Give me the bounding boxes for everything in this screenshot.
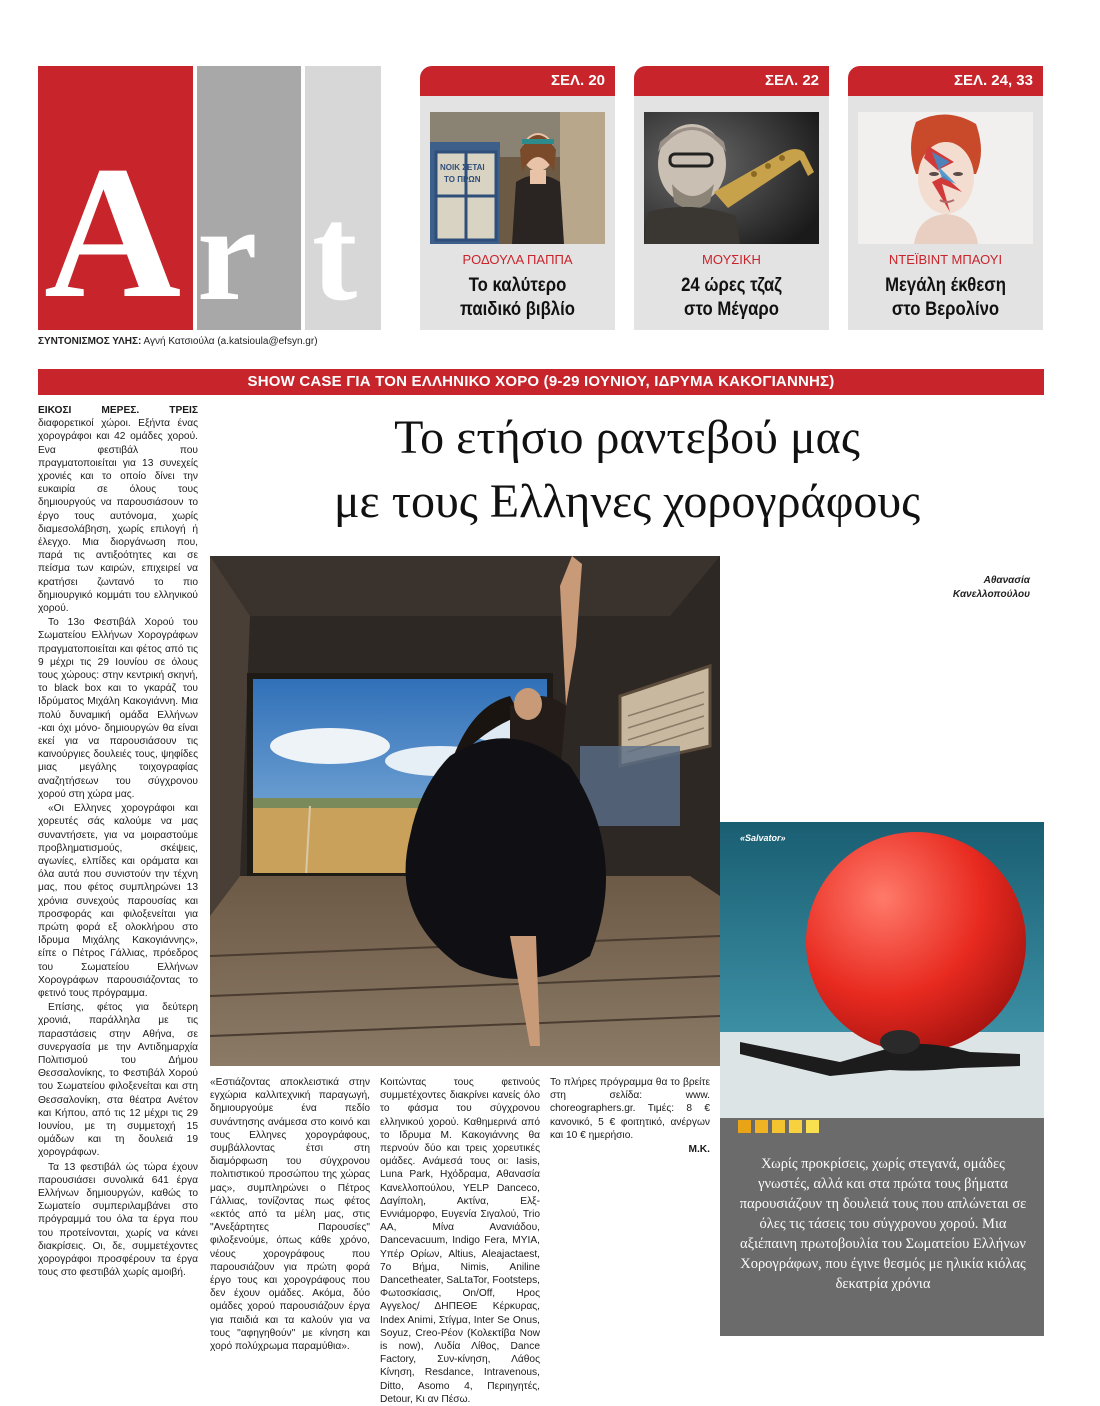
teaser-page-number: ΣΕΛ. 24, 33 xyxy=(953,72,1033,89)
teaser-david-bowie[interactable] xyxy=(848,66,1043,330)
teaser-title[interactable] xyxy=(860,274,1032,322)
headline-line1: Το ετήσιο ραντεβού μας xyxy=(394,411,860,464)
teaser-title-line1: Το καλύτερο xyxy=(468,275,567,296)
inset-photo-caption: Χωρίς προκρίσεις, χωρίς στεγανά, ομάδες γνωστές, αλλά και στα πρώτα τους βήματα παρουσιάζουν τη δουλειά τους που απλώνεται σε όλες τις τάσεις του σύγχρονου χορού. Μια αξιέπαινη πρωτοβουλία του Σωματείου Ελλήνων Χορογράφων, που έγινε θεσμός με ηλικία κιόλας δεκατρία χρόνια xyxy=(739,1156,1027,1292)
article-paragraph-5: Τα 13 φεστιβάλ ώς τώρα έχουν παρουσιάσει συνολικά 641 έργα Ελλήνων δημιουργών, καθώς το Σωματείο συμπεριλαμβάνει στο πρόγραμμά του όλα τα έργα που του προτείνονται, χωρίς να κάνει διακρίσεις. Οι, δε, συμμετέχοντες χορογράφοι προσφέρουν τα έργα τους στο φεστιβάλ χωρίς αμοιβή. xyxy=(38,1161,198,1279)
article-column-3 xyxy=(380,1076,540,1405)
teaser-photo-saxophonist xyxy=(644,112,819,244)
teaser-title[interactable] xyxy=(646,274,818,322)
main-photo-dancer xyxy=(210,556,720,1066)
teaser-sign-text-1: ΝΟΙΚ ΣΕΤΑΙ xyxy=(440,163,485,172)
square-5 xyxy=(806,1120,819,1133)
square-1 xyxy=(738,1120,751,1133)
teaser-page-number: ΣΕΛ. 20 xyxy=(550,72,605,89)
article-paragraph-8: Το πλήρες πρόγραμμα θα το βρείτε στη σελίδα: www. choreographers.gr. Τιμές: 8 € κανονικό, 5 € φοιτητικό, ανέργων και 10 € ημερήσιο. xyxy=(550,1077,710,1141)
article-headline xyxy=(210,406,1044,534)
logo-letter-t: t xyxy=(312,179,358,329)
article-paragraph-2: Το 13ο Φεστιβάλ Χορού του Σωματείου Ελλήνων Χορογράφων πραγματοποιείται και φέτος από τις 9 μέχρι τις 29 Ιουνίου σε όλους τους χώρους: στην κεντρική σκηνή, το black box και το γκαράζ του Ιδρύματος Μιχάλη Κακογιάννη. Μια πολύ δυναμική ομάδα Ελλήνων -και όχι μόνο- δημιουργών θα είναι εκεί για να παρουσιάσουν τις καινούργιες δουλειές τους, ψηφίδες μιας μεγάλης τοιχογραφίας αναζητήσεων του σύγχρονου χορού στη χώρα μας. xyxy=(38,617,198,800)
teaser-title-line2: στο Μέγαρο xyxy=(684,299,779,320)
article-column-1 xyxy=(38,404,198,1336)
square-3 xyxy=(772,1120,785,1133)
article-column-2 xyxy=(210,1076,370,1353)
teaser-photo-bowie xyxy=(858,112,1033,244)
article-paragraph-7: Κοιτώντας τους φετινούς συμμετέχοντες διακρίνει κανείς όλο το φάσμα του σύγχρονου ελληνικού χορού. Καθημερινά από το Ιδρυμα Μ. Κακογιάννης θα περνούν δύο και τρεις χορευτικές ομάδες. Ανάμεσά τους οι: Iasis, Luna Park, Ηχόδραμα, Αθανασία Κανελλοπούλου, YELP Danceco, Δαγίπολη, Ακτίνα, Ελξ- Εννιάμορφο, Ευγενία Σιγαλού, Trio AA, Μίνα Ανανιάδου, Dancevacuum, Indigo Fera, ΜΥΙΑ, Υπέρ Ορίων, Altius, Aleajactaest, 7ο Βήμα, Nimis, Aniline Dancetheater, SaLtaTor, Footsteps, Φωτοσκίασις, On/Off, Ηρος Αγγελος/ ΔΗΠΕΘΕ Κέρκυρας, Index Animi, Στίγμα, Inter Se Onus, Soyuz, Creo-Ρέον (Κολεκτίβα Now is now), Λυδία Λίθος, Dance Factory, Συν-κίνηση, Λάθος Κίνηση, Resdance, Intravenous, Ditto, Asomo 4, Περιηγητές, Detour, Κι αν Πέσω. xyxy=(380,1077,540,1405)
editor-credit xyxy=(38,336,318,347)
logo-letter-a: A xyxy=(44,128,182,338)
inset-photo-salvator xyxy=(720,822,1044,1118)
teaser-header xyxy=(634,66,829,96)
square-2 xyxy=(755,1120,768,1133)
main-photo-credit xyxy=(900,574,1030,602)
teaser-kicker: ΝΤΕΪΒΙΝΤ ΜΠΑΟΥΙ xyxy=(888,252,1003,267)
teaser-title[interactable] xyxy=(432,274,604,322)
credit-label: ΣΥΝΤΟΝΙΣΜΟΣ ΥΛΗΣ: xyxy=(38,336,142,347)
paragraph-1-text: διαφορετικοί χώροι. Εξήντα ένας χορογράφοι και 42 ομάδες χορού. Ενα φεστιβάλ που πραγματοποιείται για 13 συνεχείς χρονιές και το οποίο δίνει την ευκαιρία σε όλους τους δημιουργούς να παρουσιάσουν το έργο τους αυτόνομα, χωρίς διαμεσολάβηση, χωρίς επιλογή ή έλεγχο. Μια διοργάνωση που, παρά τις αντιξοότητες και σε πείσμα των καιρών, επιχειρεί να κρατήσει ζωντανό το πιο δημιουργικό κομμάτι του ελληνικού χορού. xyxy=(38,418,198,615)
teaser-title-line2: στο Βερολίνο xyxy=(891,299,1000,320)
article-paragraph-3: «Οι Ελληνες χορογράφοι και χορευτές σάς καλούμε να μας συναντήσετε, για να μοιραστούμε προβληματισμούς, σκέψεις, αγωνίες, ελπίδες και οράματα και όλα αυτά που συνιστούν την τέχνη μας, που φέτος συμπληρώνει 13 χρόνια συνεχούς παρουσίας και προσφοράς και φιλοξενείται για πρώτη φορά εξ ολοκλήρου στο Ιδρυμα Μιχάλης Κακογιάννης», είπε ο Πέτρος Γάλλιας, πρόεδρος του Σωματείου Ελλήνων Χορογράφων παρουσιάζοντας το φετινό τους πρόγραμμα. xyxy=(38,803,198,999)
photo-credit-line1: Αθανασία xyxy=(983,575,1030,586)
photo-credit-line2: Κανελλοπούλου xyxy=(952,589,1030,600)
teaser-rodoula-pappa[interactable] xyxy=(420,66,615,330)
teaser-title-line1: Μεγάλη έκθεση xyxy=(885,275,1006,296)
teaser-sign-text-2: ΤΟ ΠΡΩΝ xyxy=(444,175,481,184)
square-4 xyxy=(789,1120,802,1133)
teaser-photo-woman xyxy=(430,112,605,244)
inset-photo-label: «Salvator» xyxy=(740,833,786,843)
section-bar: SHOW CASE ΓΙΑ ΤΟΝ ΕΛΛΗΝΙΚΟ ΧΟΡΟ (9-29 ΙΟΥΝΙΟΥ, ΙΔΡΥΜΑ ΚΑΚΟΓΙΑΝΝΗΣ) xyxy=(38,369,1044,395)
teaser-music[interactable] xyxy=(634,66,829,330)
credit-value[interactable]: Αγνή Κατσιούλα (a.katsioula@efsyn.gr) xyxy=(143,336,318,347)
teaser-kicker: ΜΟΥΣΙΚΗ xyxy=(702,252,761,267)
decorative-squares xyxy=(738,1120,819,1133)
article-signature: Μ.Κ. xyxy=(688,1144,710,1156)
teaser-title-line1: 24 ώρες τζαζ xyxy=(681,275,782,296)
lead-caps: ΕΙΚΟΣΙ ΜΕΡΕΣ. ΤΡΕΙΣ xyxy=(38,405,198,416)
article-column-4 xyxy=(550,1076,710,1336)
logo-letter-r: r xyxy=(197,179,258,329)
article-paragraph-4: Επίσης, φέτος για δεύτερη χρονιά, παράλληλα με τις παραστάσεις στην Αθήνα, σε συνεργασία με την Αντιδημαρχία Πολιτισμού του Δήμου Θεσσαλονίκης, το Φεστιβάλ Χορού του Σωματείου φιλοξενείται και στη Θεσσαλονίκη, στα θέατρα Ανέτον και Κήπου, από τις 12 μέχρι τις 29 Ιουνίου, με τη συμμετοχή 15 ομάδων και τη δουλειά 19 χορογράφων. xyxy=(38,1002,198,1159)
teaser-title-line2: παιδικό βιβλίο xyxy=(460,299,575,320)
teaser-kicker: ΡΟΔΟΥΛΑ ΠΑΠΠΑ xyxy=(462,252,573,267)
headline-line2: με τους Ελληνες χορογράφους xyxy=(333,475,921,528)
teaser-header xyxy=(848,66,1043,96)
teaser-header xyxy=(420,66,615,96)
article-paragraph-1 xyxy=(38,404,198,615)
article-paragraph-6: «Εστιάζοντας αποκλειστικά στην εγχώρια καλλιτεχνική παραγωγή, δημιουργούμε ένα πεδίο συνάντησης ανάμεσα στο κοινό και τους Ελληνες χορογράφους, συμβάλλοντας έτσι στη διαμόρφωση του σύγχρονου πολιτιστικού προσώπου της χώρας μας», συμπληρώνει ο Πέτρος Γάλλιας, τονίζοντας πως φέτος «εκτός από τα μέλη μας, στις "Ανεξάρτητες Παρουσίες" φιλοξενούμε, όπως κάθε χρόνο, νέους χορογράφους που παρουσιάζουν για πρώτη φορά έργο τους και χορογράφους που δεν έχουν ομάδες. Ακόμα, δύο ομάδες χορού παρουσιάζουν έργα για παιδιά και τα καλούν για να τους "αφηγηθούν" με κίνηση και χορό πολύχρωμα παραμύθια». xyxy=(210,1077,370,1353)
teaser-page-number: ΣΕΛ. 22 xyxy=(764,72,819,89)
